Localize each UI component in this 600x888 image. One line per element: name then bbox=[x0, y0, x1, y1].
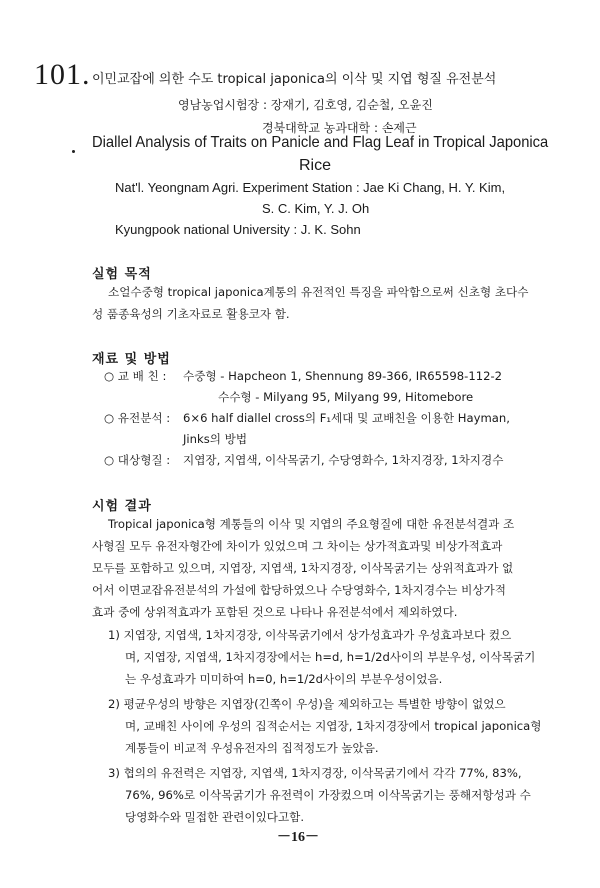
english-affiliation-3: Kyungpook national University : J. K. Sohn bbox=[115, 222, 361, 237]
results-intro-line-5: 효과 중에 상위적효과가 포함된 것으로 나타나 유전분석에서 제외하였다. bbox=[92, 605, 458, 619]
result-point-1-line-3: 는 우성효과가 미미하여 h=0, h=1/2d사이의 부분우성이었음. bbox=[125, 672, 443, 686]
english-title-line-2: Rice bbox=[299, 157, 332, 174]
result-point-2-line-3: 계통들이 비교적 우성유전자의 집적정도가 높았음. bbox=[125, 741, 379, 755]
parents-line-2: 수수형 - Milyang 95, Milyang 99, Hitomebore bbox=[218, 390, 474, 404]
english-title-line-1: Diallel Analysis of Traits on Panicle and Flag Leaf in Tropical Japonica bbox=[92, 134, 549, 151]
analysis-label: ○ 유전분석 : bbox=[104, 411, 171, 425]
results-intro-line-3: 모두를 포함하고 있으며, 지엽장, 지엽색, 1차지경장, 이삭목굵기는 상위적효과가 없 bbox=[92, 561, 514, 575]
margin-dot bbox=[72, 150, 75, 153]
abstract-number: 101. bbox=[34, 58, 91, 91]
result-point-1-line-1: 1) 지엽장, 지엽색, 1차지경장, 이삭목굵기에서 상가성효과가 우성효과보다 컸으 bbox=[108, 628, 512, 642]
english-affiliation-2: S. C. Kim, Y. J. Oh bbox=[262, 201, 370, 216]
page-number: －16－ bbox=[277, 830, 319, 845]
analysis-line-1: 6×6 half diallel cross의 F₁세대 및 교배친을 이용한 Hayman, bbox=[183, 411, 510, 425]
result-point-3-line-2: 76%, 96%로 이삭목굵기가 유전력이 가장컸으며 이삭목굵기는 풍해저항성과 수 bbox=[125, 788, 531, 802]
result-point-3-line-3: 당영화수와 밀접한 관련이있다고함. bbox=[125, 810, 305, 824]
result-point-2-line-1: 2) 평균우성의 방향은 지엽장(긴쪽이 우성)을 제외하고는 특별한 방향이 없었으 bbox=[108, 697, 506, 711]
results-heading: 시험 결과 bbox=[92, 499, 152, 514]
materials-heading: 재료 및 방법 bbox=[92, 352, 171, 367]
results-intro-line-4: 어서 이면교잡유전분석의 가설에 합당하였으나 수당영화수, 1차지경수는 비상가적 bbox=[92, 583, 506, 597]
english-affiliation-1: Nat'l. Yeongnam Agri. Experiment Station : Jae Ki Chang, H. Y. Kim, bbox=[115, 180, 506, 195]
korean-affiliation-2: 경북대학교 농과대학 : 손제근 bbox=[262, 121, 417, 135]
traits-line-1: 지엽장, 지엽색, 이삭목굵기, 수당영화수, 1차지경장, 1차지경수 bbox=[183, 453, 504, 467]
korean-title: 이민교잡에 의한 수도 tropical japonica의 이삭 및 지엽 형질 유전분석 bbox=[92, 72, 497, 87]
traits-label: ○ 대상형질 : bbox=[104, 453, 171, 467]
parents-label: ○ 교 배 친 : bbox=[104, 369, 167, 383]
objective-line-1: 소얼수중형 tropical japonica계통의 유전적인 특징을 파악함으로써 신초형 초다수 bbox=[108, 285, 529, 299]
objective-line-2: 성 품종육성의 기초자료로 활용코자 함. bbox=[92, 307, 290, 321]
parents-line-1: 수중형 - Hapcheon 1, Shennung 89-366, IR65598-112-2 bbox=[183, 369, 503, 383]
objective-heading: 실험 목적 bbox=[92, 267, 152, 282]
analysis-line-2: Jinks의 방법 bbox=[183, 432, 248, 446]
korean-affiliation-1: 영남농업시험장 : 장재기, 김호영, 김순철, 오윤진 bbox=[178, 98, 433, 112]
result-point-3-line-1: 3) 협의의 유전력은 지엽장, 지엽색, 1차지경장, 이삭목굵기에서 각각 77%, 83%, bbox=[108, 766, 522, 780]
results-intro-line-1: Tropical japonica형 계통들의 이삭 및 지엽의 주요형질에 대한 유전분석결과 조 bbox=[108, 517, 515, 531]
results-intro-line-2: 사형질 모두 유전자형간에 차이가 있었으며 그 차이는 상가적효과및 비상가적효과 bbox=[92, 539, 503, 553]
result-point-2-line-2: 며, 교배친 사이에 우성의 집적순서는 지엽장, 1차지경장에서 tropical japonica형 bbox=[125, 719, 542, 733]
result-point-1-line-2: 며, 지엽장, 지엽색, 1차지경장에서는 h=d, h=1/2d사이의 부분우성, 이삭목굵기 bbox=[125, 650, 536, 664]
